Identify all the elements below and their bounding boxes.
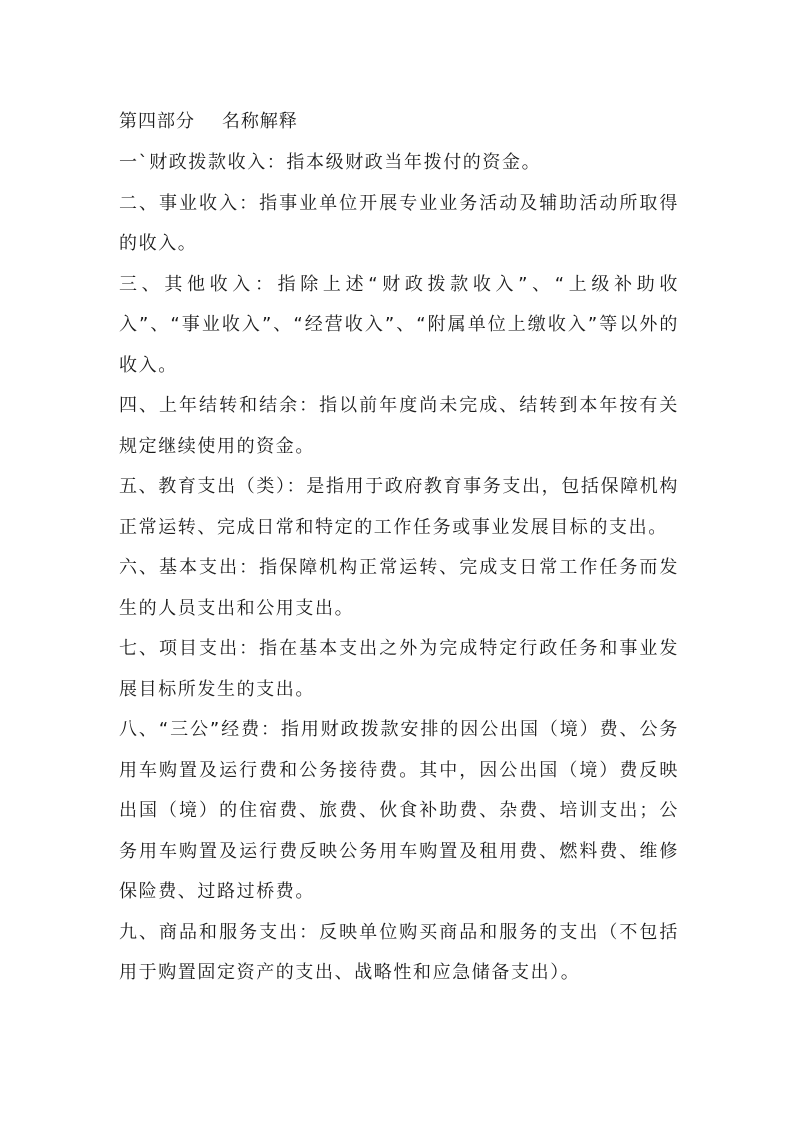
definition-1: 一`财政拨款收入：指本级财政当年拨付的资金。 xyxy=(119,152,542,173)
definition-9: 九、商品和服务支出：反映单位购买商品和服务的支出（不包括用于购置固定资产的支出、战略性和应急储备支出）。 xyxy=(119,921,679,983)
definition-2: 二、事业收入：指事业单位开展专业业务活动及辅助活动所取得的收入。 xyxy=(119,192,679,254)
definition-7: 七、项目支出：指在基本支出之外为完成特定行政任务和事业发展目标所发生的支出。 xyxy=(119,638,679,700)
definition-4: 四、上年结转和结余：指以前年度尚未完成、结转到本年按有关规定继续使用的资金。 xyxy=(119,395,679,457)
definition-8: 八、“三公”经费：指用财政拨款安排的因公出国（境）费、公务用车购置及运行费和公务接待费。其中，因公出国（境）费反映出国（境）的住宿费、旅费、伙食补助费、杂费、培训支出；公务用车购置及运行费反映公务用车购置及租用费、燃料费、维修保险费、过路过桥费。 xyxy=(119,719,679,902)
definition-5: 五、教育支出（类）：是指用于政府教育事务支出，包括保障机构正常运转、完成日常和特定的工作任务或事业发展目标的支出。 xyxy=(119,476,679,538)
definition-3: 三、其他收入：指除上述“财政拨款收入”、“上级补助收入”、“事业收入”、“经营收入”、“附属单位上缴收入”等以外的收入。 xyxy=(119,273,679,376)
document-body xyxy=(119,108,679,994)
section-title: 第四部分 名称解释 xyxy=(119,111,298,132)
definition-6: 六、基本支出：指保障机构正常运转、完成支日常工作任务而发生的人员支出和公用支出。 xyxy=(119,557,679,619)
